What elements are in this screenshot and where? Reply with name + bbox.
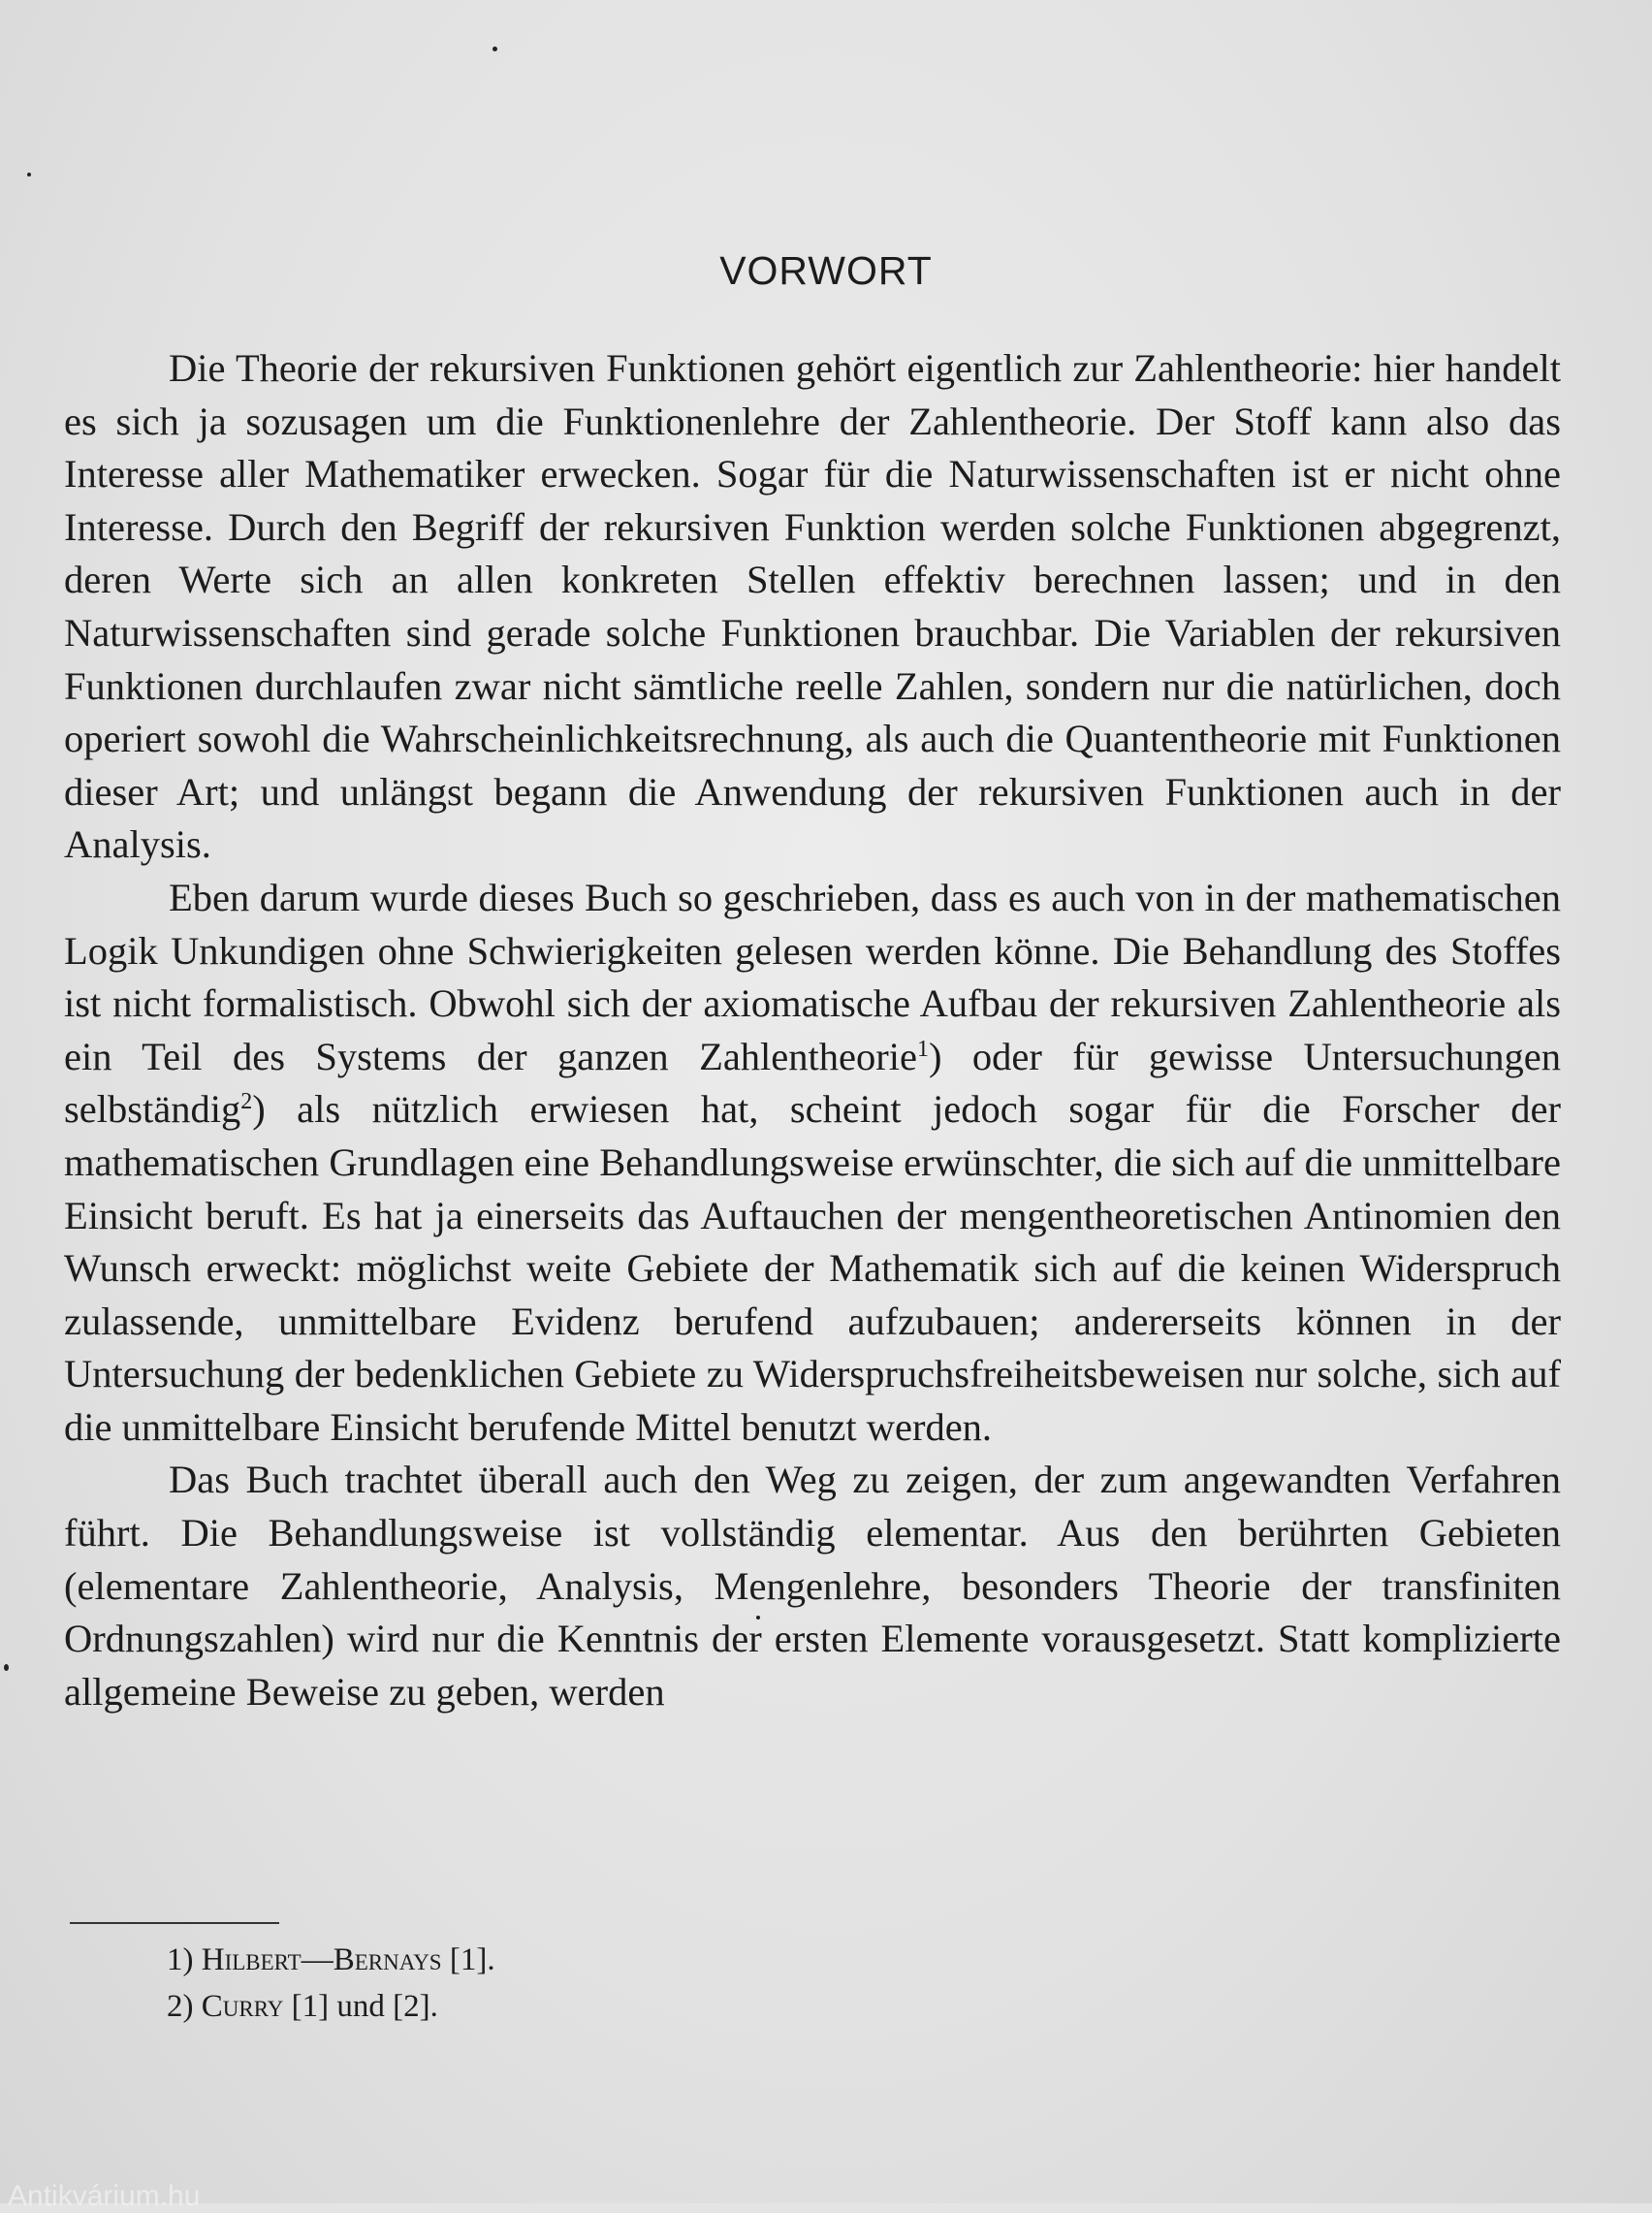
paragraph-text: Das Buch trachtet überall auch den Weg zu zeigen, der zum angewandten Verfahren führt. Die Behandlungsweise ist vollständig elementar. Aus den berührten Gebieten (elementare Zahlentheorie, Analysis, Mengenlehre, besonders Theorie der transfiniten Ordnungszahlen) wird nur die Kenntnis der ersten Elemente vorausgesetzt. Statt komplizierte allgemeine Beweise zu geben, werden xyxy=(64,1458,1561,1714)
footnote-number: 2) xyxy=(167,1989,194,2024)
paragraph xyxy=(64,872,1561,1455)
footnote-divider xyxy=(70,1922,279,1924)
footnote-reference: [1]. xyxy=(449,1942,495,1977)
footnote-reference: [1] und [2]. xyxy=(291,1989,438,2024)
page-title: VORWORT xyxy=(719,248,933,293)
footnote-2 xyxy=(167,1983,495,2030)
print-speck xyxy=(492,47,497,51)
foreword-body xyxy=(64,342,1561,1718)
print-speck xyxy=(27,173,31,176)
footnote-1 xyxy=(167,1937,495,1983)
footnote-author: Curry xyxy=(201,1989,284,2024)
paragraph-text: ) oder für gewisse Untersuchungen selbständig xyxy=(64,1034,1561,1132)
paragraph xyxy=(64,342,1561,872)
paragraph-text: Die Theorie der rekursiven Funktionen gehört eigentlich zur Zahlentheorie: hier handelt es sich ja sozusagen um die Funktionenlehre der Zahlentheorie. Der Stoff kann also das Interesse aller Mathematiker erwecken. Sogar für die Naturwissenschaften ist er nicht ohne Interesse. Durch den Begriff der rekursiven Funktion werden solche Funktionen abgegrenzt, deren Werte sich an allen konkreten Stellen effektiv berechnen lassen; und in den Naturwissenschaften sind gerade solche Funktionen brauchbar. Die Variablen der rekursiven Funktionen durchlaufen zwar nicht sämtliche reelle Zahlen, sondern nur die natürlichen, doch operiert sowohl die Wahrscheinlichkeitsrechnung, als auch die Quantentheorie mit Funktionen dieser Art; und unlängst begann die Anwendung der rekursiven Funktionen auch in der Analysis. xyxy=(64,346,1561,867)
paragraph-text: Eben darum wurde dieses Buch so geschrieben, dass es auch von in der mathematischen Logik Unkundigen ohne Schwierigkeiten gelesen werden könne. Die Behandlung des Stoffes ist nicht formalistisch. Obwohl sich der axiomatische Aufbau der rekursiven Zahlentheorie als ein Teil des Systems der ganzen Zahlentheorie xyxy=(64,875,1561,1078)
paragraph xyxy=(64,1454,1561,1718)
footnote-marker: 2 xyxy=(240,1089,253,1115)
paragraph-text: ) als nützlich erwiesen hat, scheint jedoch sogar für die Forscher der mathematischen Grundlagen eine Behandlungsweise erwünschter, die sich auf die unmittelbare Einsicht beruft. Es hat ja einerseits das Auftauchen der mengentheoretischen Antinomien den Wunsch erweckt: möglichst weite Gebiete der Mathematik sich auf die keinen Widerspruch zulassende, unmittelbare Evidenz berufend aufzubauen; andererseits können in der Untersuchung der bedenklichen Gebiete zu Widerspruchsfreiheitsbeweisen nur solche, sich auf die unmittelbare Einsicht berufende Mittel benutzt werden. xyxy=(64,1087,1561,1449)
footnotes xyxy=(167,1937,495,2030)
footnote-marker: 1 xyxy=(916,1036,929,1062)
footnote-author: Hilbert—Bernays xyxy=(201,1942,442,1977)
print-speck xyxy=(4,1664,9,1671)
footnote-number: 1) xyxy=(167,1942,194,1977)
watermark: Antikvárium.hu xyxy=(8,2180,201,2212)
